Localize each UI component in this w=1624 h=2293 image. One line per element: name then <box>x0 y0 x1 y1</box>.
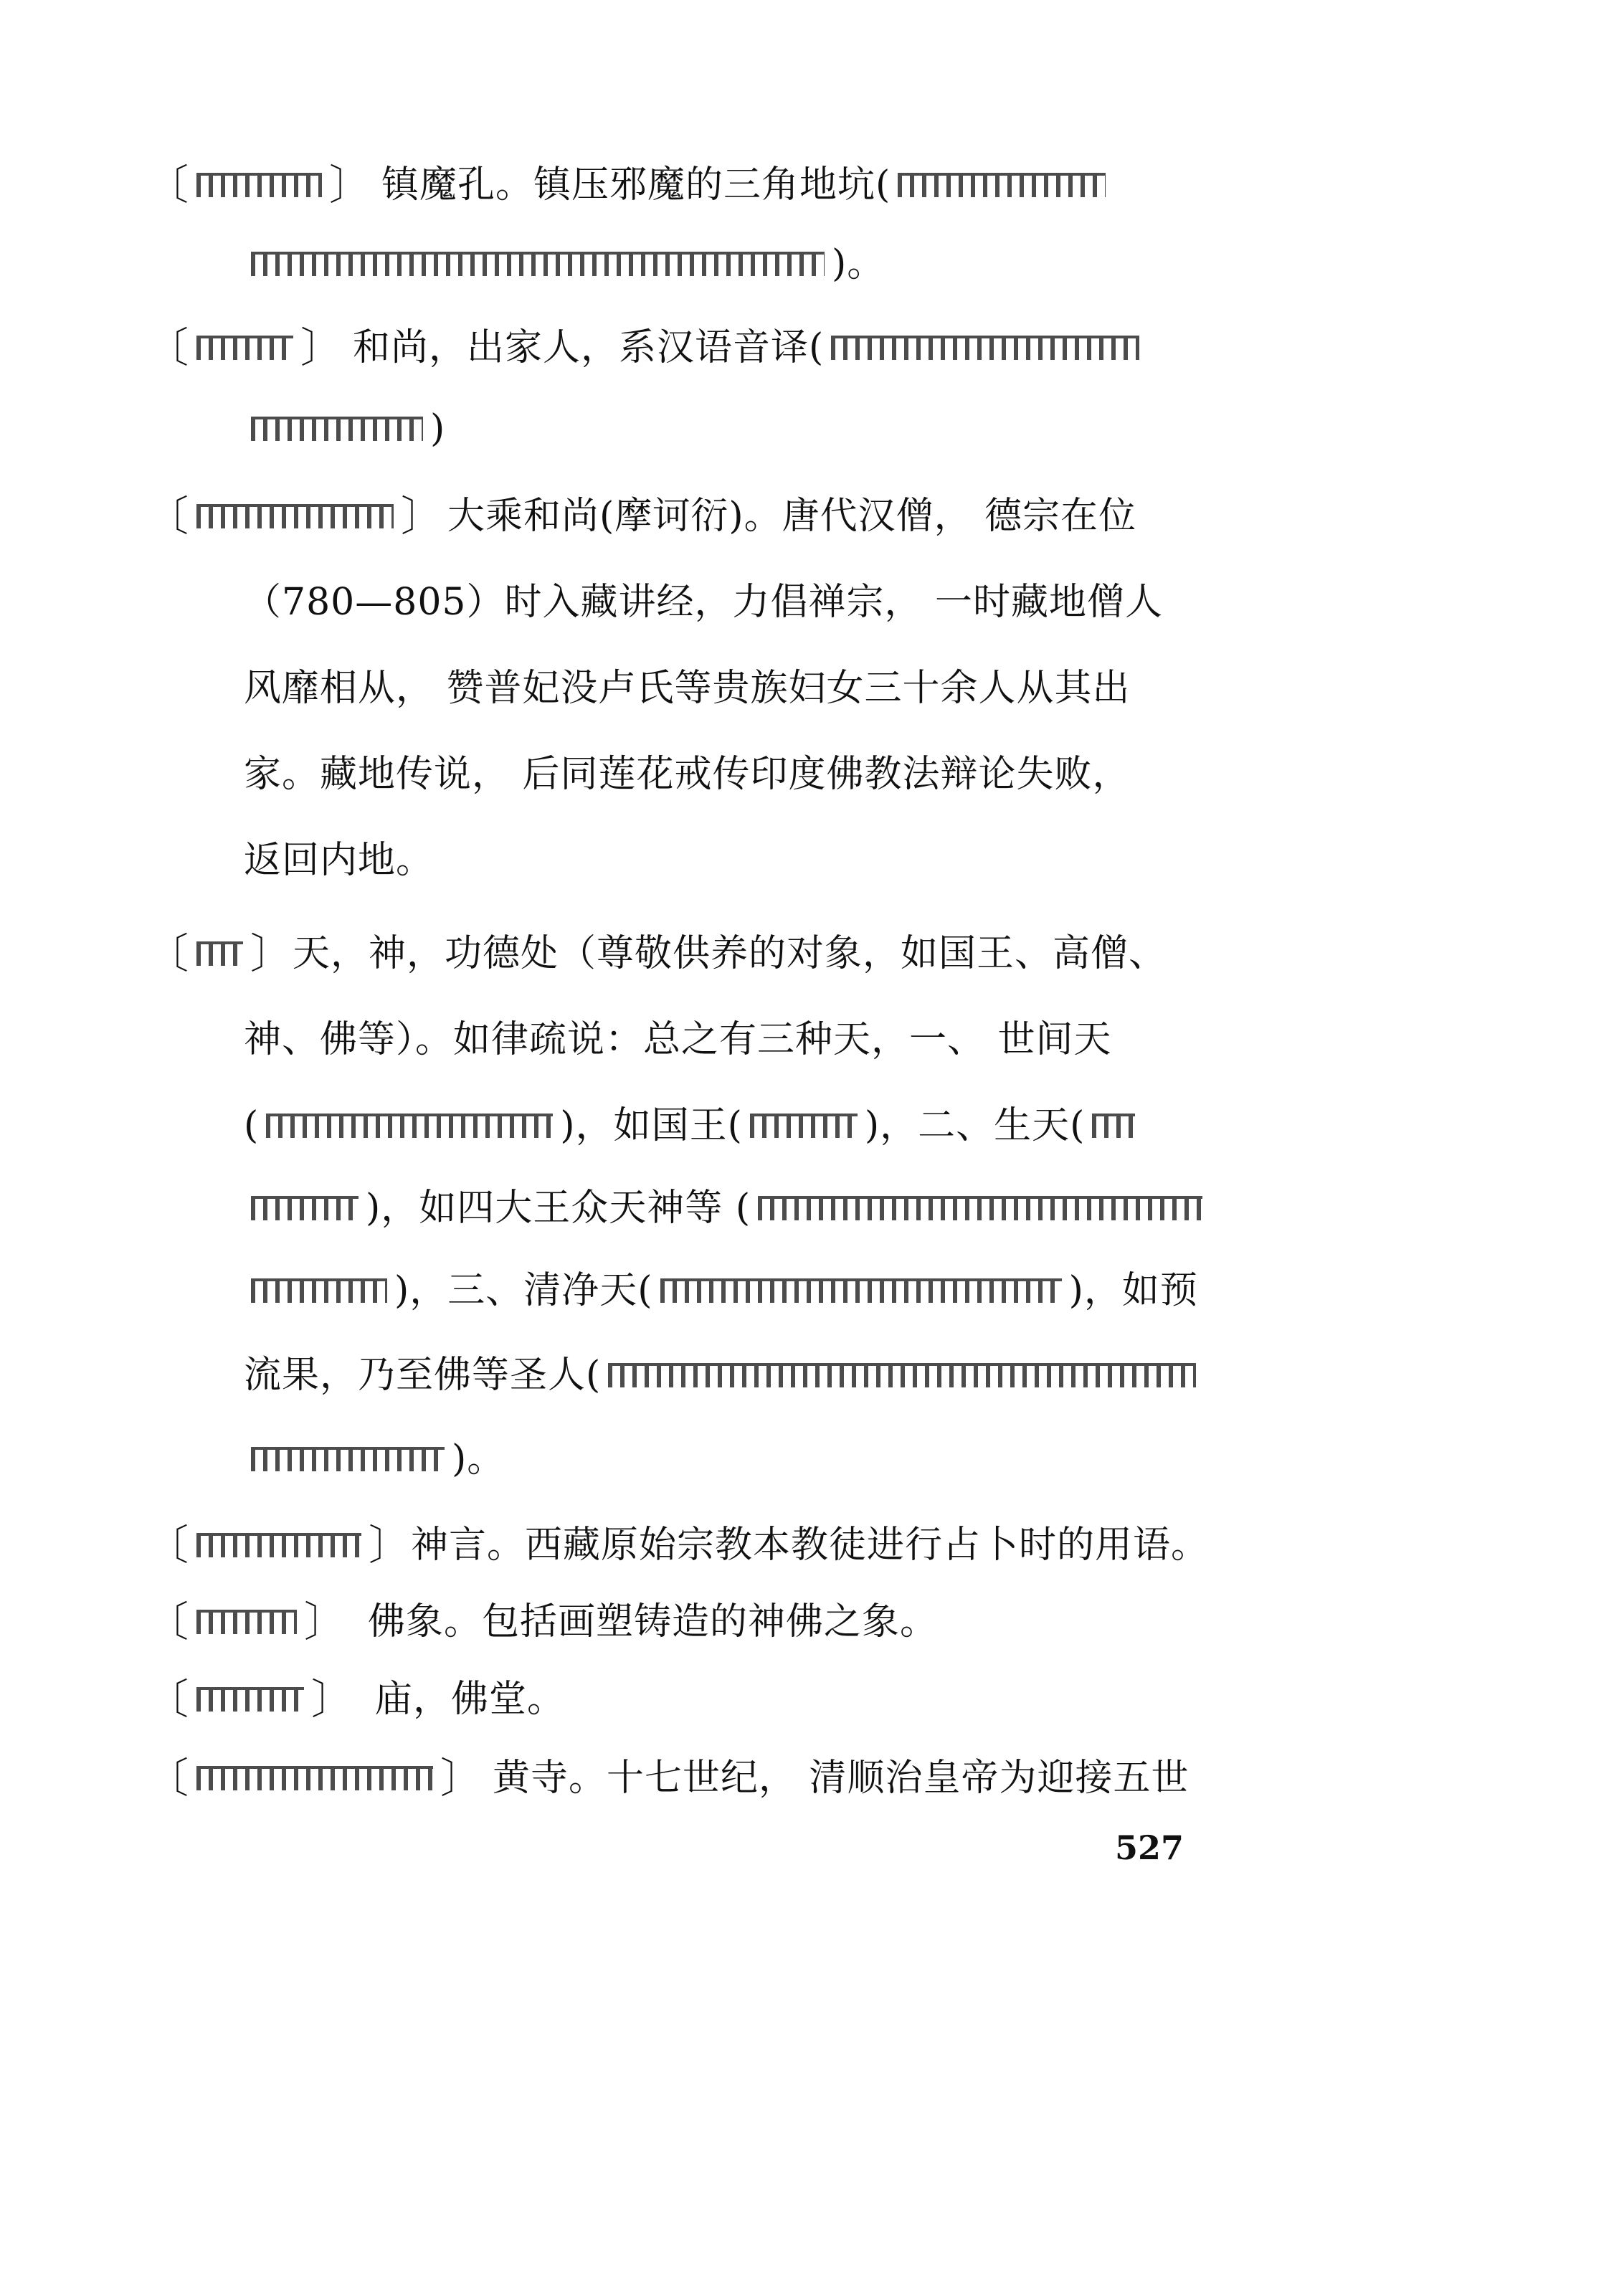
entry-text: )。 <box>452 1438 505 1481</box>
entry-8-line-1 <box>147 1750 1189 1807</box>
tibetan-headword <box>196 173 322 197</box>
entry-text: ( <box>244 1104 260 1147</box>
tibetan-headword <box>196 1687 304 1712</box>
entry-text: 大乘和尚(摩诃衍)。唐代汉僧， 德宗在位 <box>447 495 1137 538</box>
open-bracket: 〔 <box>147 161 190 209</box>
entry-text: 和尚，出家人，系汉语音译( <box>353 326 825 369</box>
open-bracket: 〔 <box>147 1754 190 1803</box>
open-bracket: 〔 <box>147 492 190 541</box>
entry-text: ) <box>430 407 446 450</box>
entry-text: 家。藏地传说， 后同莲花戒传印度佛教法辩论失败， <box>244 753 1131 796</box>
entry-text: )。 <box>832 242 885 285</box>
entry-text: )，三、清净天( <box>394 1269 653 1312</box>
entry-3-line-5 <box>244 832 434 889</box>
tibetan-text <box>750 1114 858 1138</box>
tibetan-text <box>251 1196 358 1220</box>
close-bracket: 〕 <box>300 323 343 372</box>
close-bracket: 〕 <box>440 1754 483 1803</box>
entry-text: 黄寺。十七世纪， 清顺治皇帝为迎接五世 <box>493 1757 1189 1800</box>
entry-3-line-2 <box>244 574 1163 631</box>
entry-text: 佛象。包括画塑铸造的神佛之象。 <box>368 1600 939 1643</box>
entry-3-line-3 <box>244 660 1131 717</box>
tibetan-headword <box>196 1533 361 1557</box>
entry-6-line-1 <box>147 1593 938 1651</box>
close-bracket: 〕 <box>369 1521 412 1570</box>
tibetan-text <box>831 336 1139 360</box>
tibetan-text <box>1092 1114 1135 1138</box>
entry-4-line-2 <box>244 1011 1112 1068</box>
tibetan-text <box>251 1278 387 1303</box>
entry-text: )，如国王( <box>560 1104 743 1147</box>
open-bracket: 〔 <box>147 323 190 372</box>
entry-5-line-1 <box>147 1516 1209 1574</box>
entry-text: 神言。西藏原始宗教本教徒进行占卜时的用语。 <box>411 1524 1210 1567</box>
entry-4-line-7 <box>244 1430 505 1488</box>
tibetan-headword <box>196 1610 297 1634</box>
entry-7-line-1 <box>147 1671 565 1728</box>
page-number: 527 <box>1115 1828 1184 1867</box>
entry-text: （780—805）时入藏讲经，力倡禅宗， 一时藏地僧人 <box>244 581 1164 624</box>
entry-text: 镇魔孔。镇压邪魔的三角地坑( <box>381 163 891 206</box>
entry-text: 庙，佛堂。 <box>375 1678 566 1721</box>
close-bracket: 〕 <box>401 492 444 541</box>
tibetan-text <box>266 1114 553 1138</box>
open-bracket: 〔 <box>147 1675 190 1724</box>
open-bracket: 〔 <box>147 929 190 978</box>
tibetan-text <box>898 173 1106 197</box>
close-bracket: 〕 <box>329 161 372 209</box>
tibetan-headword <box>196 504 394 528</box>
tibetan-headword <box>196 1766 433 1790</box>
close-bracket: 〕 <box>304 1597 347 1646</box>
tibetan-text <box>660 1278 1062 1303</box>
entry-2-line-2 <box>244 400 445 457</box>
entry-text: )，如四大王众天神等 ( <box>366 1187 751 1230</box>
entry-text: 风靡相从， 赞普妃没卢氏等贵族妇女三十余人从其出 <box>244 667 1131 710</box>
tibetan-text <box>251 1447 445 1471</box>
entry-3-line-4 <box>244 746 1131 803</box>
entry-4-line-4 <box>244 1179 1210 1237</box>
close-bracket: 〕 <box>250 929 293 978</box>
entry-text: )，二、生天( <box>864 1104 1086 1147</box>
tibetan-headword <box>196 941 243 966</box>
entry-4-line-6 <box>244 1347 1203 1404</box>
entry-text: 天，神，功德处（尊敬供养的对象，如国王、高僧、 <box>293 932 1167 975</box>
close-bracket: 〕 <box>311 1675 354 1724</box>
entry-4-line-3 <box>244 1097 1142 1154</box>
entry-3-line-1 <box>147 488 1136 545</box>
entry-1-line-1 <box>147 156 1113 214</box>
tibetan-text <box>758 1196 1202 1220</box>
tibetan-text <box>251 417 423 441</box>
entry-4-line-1 <box>147 925 1167 982</box>
entry-text: 神、佛等）。如律疏说：总之有三种天，一、 世间天 <box>244 1018 1112 1061</box>
open-bracket: 〔 <box>147 1597 190 1646</box>
open-bracket: 〔 <box>147 1521 190 1570</box>
tibetan-headword <box>196 336 293 360</box>
entry-1-line-2 <box>244 235 885 293</box>
tibetan-text <box>251 252 825 276</box>
entry-4-line-5 <box>244 1262 1198 1319</box>
entry-text: 返回内地。 <box>244 839 435 882</box>
entry-text: )，如预 <box>1068 1269 1198 1312</box>
entry-text: 流果，乃至佛等圣人( <box>244 1354 602 1397</box>
tibetan-text <box>608 1363 1196 1387</box>
entry-2-line-1 <box>147 319 1146 376</box>
